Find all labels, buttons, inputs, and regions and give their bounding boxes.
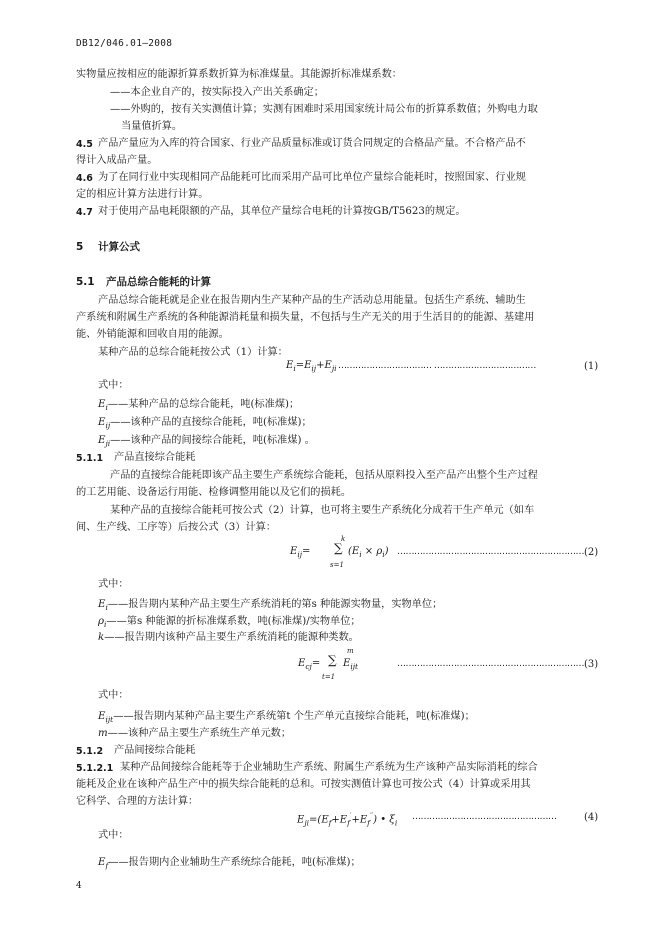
definition-line: k——报告期内该种产品主要生产系统消耗的能源种类数。 bbox=[98, 632, 359, 643]
definition-line: $E_{ijt}——$报告期内某种产品主要生产系统第t 个生产单元直接综合能耗，吨(标准煤)； bbox=[98, 711, 475, 725]
clause-number: 5.1.1 bbox=[76, 453, 104, 464]
sum-symbol: ∑ bbox=[334, 541, 343, 555]
definition-line: $\rho_i——$第s 种能源的折标准煤系数，吨(标准煤)/实物单位； bbox=[98, 616, 361, 630]
paragraph-line: 某种产品间接综合能耗等于企业辅助生产系统、附属生产系统为生产该种产品实际消耗的综合 bbox=[120, 762, 538, 773]
formula-3-lhs: $E_{cj}=$ bbox=[298, 658, 321, 671]
where-label: 式中： bbox=[98, 690, 129, 701]
paragraph-line: ——本企业自产的，按实际投入产出关系确定； bbox=[110, 87, 324, 98]
clause-title: 产品直接综合能耗 bbox=[114, 452, 196, 463]
paragraph-line: 能耗及企业在该种产品生产中的损失综合能耗的总和。可按实测值计算也可按公式（4）计算或采用其 bbox=[76, 779, 531, 790]
leader-dots: ………………………………………………………… bbox=[397, 547, 584, 557]
clause-number: 5.1.2 bbox=[76, 746, 104, 757]
paragraph-line: ——外购的，按有关实测值计算；实测有困难时采用国家统计局公布的折算系数值；外购电力取 bbox=[110, 104, 538, 115]
definition-line: $E_i——$报告期内某种产品主要生产系统消耗的第s 种能源实物量，实物单位； bbox=[98, 599, 443, 613]
paragraph-line: 间、生产线、工序等）后按公式（3）计算： bbox=[76, 522, 277, 533]
equation-number: (3) bbox=[584, 659, 599, 670]
sum-upper-limit: k bbox=[341, 535, 346, 543]
clause-title: 产品间接综合能耗 bbox=[114, 745, 196, 756]
subsection-title: 产品总综合能耗的计算 bbox=[106, 276, 211, 288]
paragraph-line: 当量值折算。 bbox=[121, 121, 183, 132]
paragraph-line: 得计入成品产量。 bbox=[76, 155, 158, 166]
standard-code: DB12/046.01—2008 bbox=[76, 38, 173, 49]
where-label: 式中： bbox=[98, 830, 129, 841]
paragraph-line: 对于使用产品电耗限额的产品，其单位产量综合电耗的计算按GB/T5623的规定。 bbox=[98, 206, 466, 217]
where-label: 式中： bbox=[98, 579, 129, 590]
section-title: 计算公式 bbox=[98, 241, 140, 253]
definition-line: m——该种产品主要生产系统生产单元数； bbox=[98, 728, 292, 739]
section-number: 5 bbox=[76, 241, 84, 253]
paragraph-line: 能、外销能源和回收自用的能源。 bbox=[76, 329, 229, 340]
paragraph-line: 实物量应按相应的能源折算系数折算为标准煤量。其能源折标准煤系数： bbox=[76, 69, 402, 80]
equation-number: (1) bbox=[584, 361, 599, 372]
clause-number: 4.7 bbox=[76, 207, 93, 218]
paragraph-line: 某种产品的直接综合能耗可按公式（2）计算，也可将主要生产系统化分成若干生产单元（如车 bbox=[110, 505, 535, 516]
paragraph-line: 为了在同行业中实现相同产品能耗可比而采用产品可比单位产量综合能耗时，按照国家、行业规 bbox=[98, 172, 526, 183]
definition-line: $E_{ji}——$该种产品的间接综合能耗，吨(标准煤) 。 bbox=[98, 435, 315, 449]
clause-number: 4.5 bbox=[76, 139, 93, 150]
paragraph-line: 定的相应计算方法进行计算。 bbox=[76, 189, 209, 200]
sum-symbol: ∑ bbox=[328, 653, 337, 667]
clause-number: 4.6 bbox=[76, 173, 93, 184]
subsection-number: 5.1 bbox=[76, 276, 95, 288]
leader-dots: …………………………… ……………………………… bbox=[338, 361, 536, 371]
paragraph-line: 某种产品的总综合能耗按公式（1）计算： bbox=[98, 347, 288, 358]
paragraph-line: 产品的直接综合能耗即该产品主要生产系统综合能耗，包括从原料投入至产品产出整个生产过程 bbox=[110, 470, 538, 481]
formula-2-body: $(E_i \times \rho_i)$ bbox=[348, 546, 389, 559]
sum-lower-limit: s=1 bbox=[330, 561, 344, 569]
formula-2-lhs: $E_{ij}=$ bbox=[290, 546, 311, 559]
formula-1: $E_i=E_{ij}+E_{ji}$ bbox=[286, 360, 337, 373]
definition-line: $E_i——$某种产品的总综合能耗，吨(标准煤)； bbox=[98, 399, 300, 413]
sum-upper-limit: m bbox=[347, 647, 354, 655]
paragraph-line: 产系统和附属生产系统的各种能源消耗量和损失量，不包括与生产无关的用于生活目的的能源、基建用 bbox=[76, 312, 535, 323]
paragraph-line: 产品总综合能耗就是企业在报告期内生产某种产品的生产活动总用能量。包括生产系统、辅助生 bbox=[98, 295, 526, 306]
paragraph-line: 产品产量应为入库的符合国家、行业产品质量标准或订货合同规定的合格品产量。不合格产品不 bbox=[98, 138, 526, 149]
page-number: 4 bbox=[76, 881, 82, 891]
leader-dots: …………………………………………… bbox=[412, 812, 557, 822]
sum-lower-limit: t=1 bbox=[322, 673, 336, 681]
paragraph-line: 它科学、合理的方法计算： bbox=[76, 796, 199, 807]
definition-line: $E_f——$报告期内企业辅助生产系统综合能耗，吨(标准煤)； bbox=[98, 857, 361, 871]
equation-number: (4) bbox=[584, 812, 599, 823]
leader-dots: ………………………………………………………… bbox=[397, 659, 584, 669]
formula-3-body: $E_{ijt}$ bbox=[343, 658, 359, 671]
definition-line: $E_{ij}——$该种产品的直接综合能耗，吨(标准煤)； bbox=[98, 417, 312, 431]
clause-number: 5.1.2.1 bbox=[76, 763, 114, 774]
paragraph-line: 的工艺用能、设备运行用能、检修调整用能以及它们的损耗。 bbox=[76, 487, 352, 498]
equation-number: (2) bbox=[584, 547, 599, 558]
formula-4-body: $E_{ji}=(E_f+E_f'+E_f'')$ • $\xi_i$ bbox=[297, 812, 398, 828]
where-label: 式中： bbox=[98, 380, 129, 391]
